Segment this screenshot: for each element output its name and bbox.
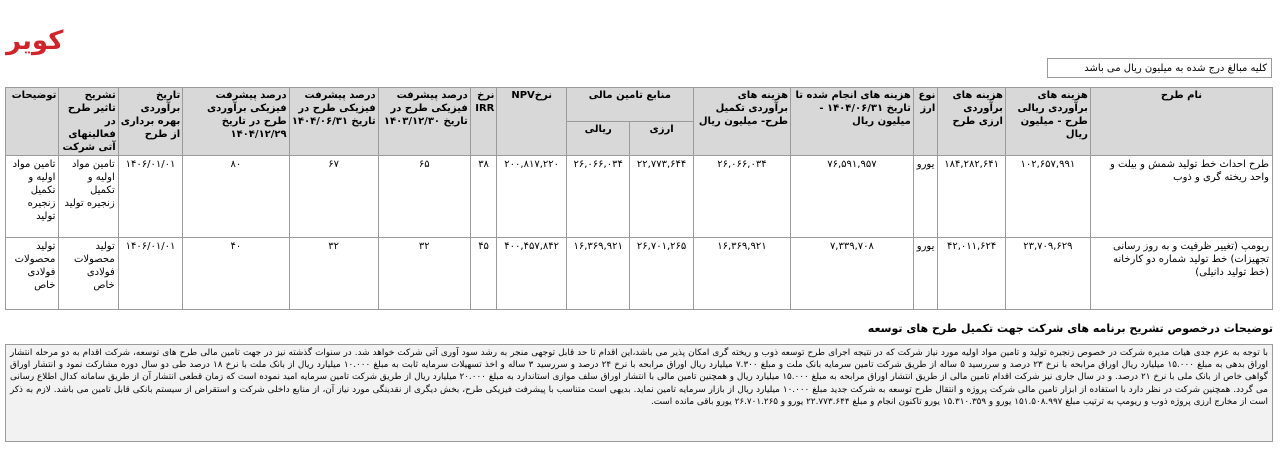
cell-rial-cost: ۲۳,۷۰۹,۶۲۹: [1005, 238, 1090, 310]
cell-project-name: ریومپ (تغییر ظرفیت و به روز رسانی تجهیزات) خط تولید شماره دو کارخانه (خط تولید دانیلی): [1090, 238, 1272, 310]
cell-irr: ۳۸: [470, 156, 497, 238]
header-progress-1403: درصد پیشرفت فیزیکی طرح در تاریخ ۱۴۰۳/۱۲/۳۰: [378, 88, 470, 156]
cell-project-name: طرح احداث خط تولید شمش و بیلت و واحد ریخته گری و ذوب: [1090, 156, 1272, 238]
amounts-unit-note: کلیه مبالغ درج شده به میلیون ریال می باشد: [1047, 58, 1272, 78]
table-header-row: [6, 88, 1273, 122]
cell-operation-date: ۱۴۰۶/۰۱/۰۱: [118, 156, 182, 238]
header-funding-sources: منابع تامین مالی: [566, 88, 693, 122]
cell-funding-rial: ۱۶,۳۶۹,۹۲۱: [566, 238, 629, 310]
development-projects-table: [5, 87, 1273, 310]
cell-funding-fx: ۲۲,۷۷۳,۶۴۴: [630, 156, 693, 238]
table-row: [6, 238, 1273, 310]
cell-fx-cost: ۴۲,۰۱۱,۶۲۴: [938, 238, 1006, 310]
cell-progress-140406: ۶۷: [289, 156, 378, 238]
header-progress-140406: درصد پیشرفت فیزیکی طرح در تاریخ ۱۴۰۴/۰۶/۳۱: [289, 88, 378, 156]
cell-progress-140412: ۴۰: [183, 238, 289, 310]
cell-notes: تامین مواد اولیه و تکمیل زنجیره تولید: [6, 156, 59, 238]
cell-fx-cost: ۱۸۴,۲۸۲,۶۴۱: [938, 156, 1006, 238]
cell-notes: تولید محصولات فولادی خاص: [6, 238, 59, 310]
header-funding-fx: ارزی: [630, 122, 693, 156]
cell-funding-rial: ۲۶,۰۶۶,۰۳۴: [566, 156, 629, 238]
cell-progress-140406: ۳۲: [289, 238, 378, 310]
cell-spent-cost: ۷,۳۳۹,۷۰۸: [791, 238, 914, 310]
header-progress-140412: درصد پیشرفت فیزیکی برآوردی طرح در تاریخ ۱۴۰۴/۱۲/۲۹: [183, 88, 289, 156]
cell-funding-fx: ۲۶,۷۰۱,۲۶۵: [630, 238, 693, 310]
company-logo: کویر: [6, 26, 64, 56]
header-notes: توضیحات: [6, 88, 59, 156]
development-plan-description: با توجه به عزم جدی هیات مدیره شرکت در خصوص زنجیره تولید و تامین مواد اولیه مورد نیاز شرکت که در نتیجه اجرای طرح توسعه ذوب و ریخته گری امکان پذیر می باشد،این اقدام تا حد قابل توجهی منجر به رشد سود آوری آتی شرکت خواهد شد. در سنوات گذشته نیز در جهت تامین مالی طرح های توسعه، شرکت اقدام به دو مرحله انتشار اوراق بدهی به مبلغ ۱۵.۰۰۰ میلیارد ریال اوراق مرابحه با نرخ ۲۳ درصد و سررسید ۵ ساله از طریق شرکت تامین سرمایه بانک ملت و مبلغ ۷.۳۰۰ میلیارد ریال اوراق مرابحه با نرخ ۲۴ درصد و سررسید ۳ ساله و اخذ تسهیلات سرمایه ثابت به مبلغ ۱۰.۰۰۰ میلیارد ریال از بانک ملت با نرخ ۱۸ درصد طی دو سال دوره مشارکت نمود و انتشار اوراق گواهی خاص از بانک ملی با نرخ ۲۱ درصد. و در سال جاری نیز شرکت اقدام تامین مالی از طریق انتشار اوراق مرابحه به مبلغ ۱۵.۰۰۰ میلیارد ریال و همچنین تامین مالی با انتشار اوراق سلف موازی استاندارد به مبلغ ۲۰.۰۰۰ میلیارد ریال از طریق شرکت تامین سرمایه امید نموده است که زمان قطعی انتشار آن از طریق سامانه کدال اطلاع رسانی می گردد. همچنین شرکت در نظر دارد با استفاده از ابزار تامین مالی شرکت پروژه و انتقال طرح توسعه به شرکت جدید مبلغ ۱۰.۰۰۰ میلیارد ریال از بازار سرمایه تامین نماید. بدیهی است متناسب با پیشرفت فیزیکی طرح، بخش دیگری از نقدینگی مورد نیاز آن، از منابع داخلی شرکت و استقراض از سیستم بانکی قابل تامین می باشد. لازم به ذکر است از مخارج ارزی پروژه ذوب و ریومپ به ترتیب مبلغ ۱۵۱.۵۰۸.۹۹۷ یورو و ۱۵.۳۱۰.۳۵۹ یورو تاکنون انجام و مبلغ ۲۲.۷۷۳.۶۴۴ یورو و ۲۶.۷۰۱.۲۶۵ یورو باقی مانده است.: [5, 344, 1273, 442]
header-irr: نرخ IRR: [470, 88, 497, 156]
cell-npv: ۴۰۰,۴۵۷,۸۴۲: [497, 238, 567, 310]
header-remaining-cost: هزینه های برآوردی تکمیل طرح- میلیون ریال: [693, 88, 790, 156]
cell-progress-1403: ۳۲: [378, 238, 470, 310]
section-title: توضیحات درخصوص تشریح برنامه های شرکت جهت تکمیل طرح های توسعه: [867, 322, 1273, 335]
header-npv: نرخNPV: [497, 88, 567, 156]
cell-remaining-cost: ۲۶,۰۶۶,۰۳۴: [693, 156, 790, 238]
cell-progress-1403: ۶۵: [378, 156, 470, 238]
header-funding-rial: ریالی: [566, 122, 629, 156]
header-spent-cost: هزینه های انجام شده تا تاریخ ۱۴۰۴/۰۶/۳۱ - میلیون ریال: [791, 88, 914, 156]
header-currency: نوع ارز: [913, 88, 938, 156]
cell-progress-140412: ۸۰: [183, 156, 289, 238]
cell-irr: ۴۵: [470, 238, 497, 310]
cell-operation-date: ۱۴۰۶/۰۱/۰۱: [118, 238, 182, 310]
cell-currency: یورو: [913, 238, 938, 310]
header-fx-cost: هزینه های برآوردی ارزی طرح: [938, 88, 1006, 156]
cell-npv: ۲۰۰,۸۱۷,۲۲۰: [497, 156, 567, 238]
header-project-name: نام طرح: [1090, 88, 1272, 156]
cell-rial-cost: ۱۰۲,۶۵۷,۹۹۱: [1005, 156, 1090, 238]
table-row: [6, 156, 1273, 238]
cell-impact: تامین مواد اولیه و تکمیل زنجیره تولید: [59, 156, 118, 238]
cell-currency: یورو: [913, 156, 938, 238]
cell-spent-cost: ۷۶,۵۹۱,۹۵۷: [791, 156, 914, 238]
header-operation-date: تاریخ برآوردی بهره برداری از طرح: [118, 88, 182, 156]
cell-impact: تولید محصولات فولادی خاص: [59, 238, 118, 310]
header-impact: تشریح تاثیر طرح در فعالیتهای آتی شرکت: [59, 88, 118, 156]
header-rial-cost: هزینه های برآوردی ریالی طرح - میلیون ریال: [1005, 88, 1090, 156]
cell-remaining-cost: ۱۶,۳۶۹,۹۲۱: [693, 238, 790, 310]
